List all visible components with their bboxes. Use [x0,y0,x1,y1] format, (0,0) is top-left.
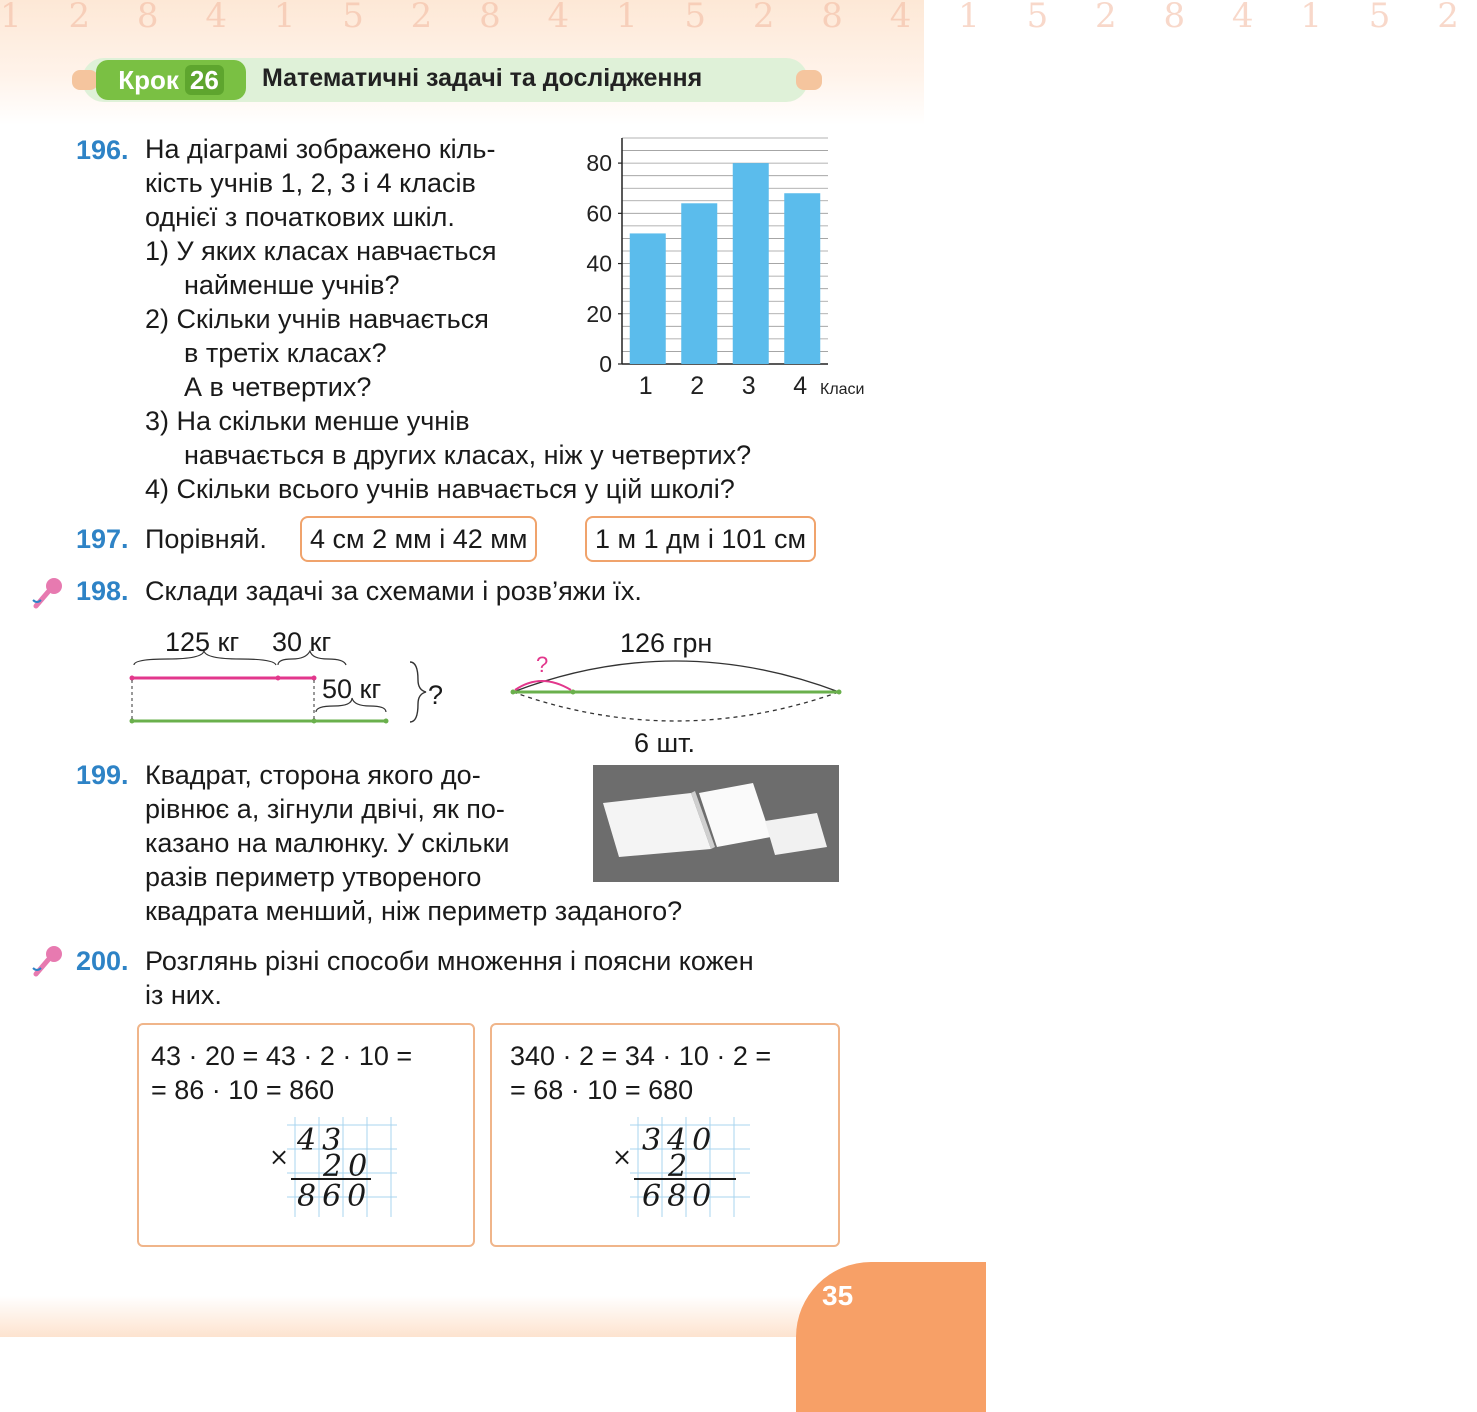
step-number: 26 [185,65,224,95]
calc-2-mid: 2 [668,1149,694,1184]
folded-paper-image [593,765,839,882]
scheme-1-label-3: 50 кг [322,674,382,704]
background-digits: 1 2 8 4 1 5 2 8 4 1 5 2 8 4 1 5 2 8 4 1 5 2 [0,0,1477,36]
calc-1-line-2: = 86 · 10 = 860 [151,1075,335,1105]
calc-1-mid: 20 [323,1149,374,1184]
chart-x-tick-label: 4 [793,372,808,400]
class-students-chart [570,130,880,400]
chart-y-tick-label: 20 [586,300,612,327]
calc-2-top: 340 [642,1123,718,1158]
chart-x-tick-label: 2 [690,372,705,400]
question-2-line-3: А в четвертих? [184,372,372,402]
task-199-line-5: квадрата менший, ніж периметр заданого? [145,896,683,926]
step-word: Крок [118,65,179,95]
question-4-line-1: 4) Скільки всього учнів навчається у цій школі? [145,474,735,504]
chart-x-tick-label: 1 [638,372,653,400]
calc-1-result: 860 [297,1179,373,1214]
question-2-line-2: в третіх класах? [184,338,387,368]
chart-x-tick-label: 3 [741,372,756,400]
compare-box-2: 1 м 1 дм і 101 см [585,516,816,562]
scheme-2-top-label: 126 грн [620,628,713,658]
task-198-text: Склади задачі за схемами і розв’яжи їх. [145,576,642,606]
question-1-line-2: найменше учнів? [184,270,400,300]
chart-y-tick-label: 60 [586,200,612,227]
task-197-number: 197. [76,524,129,554]
right-hand-icon [796,70,822,90]
chart-bar [784,193,820,364]
task-200-number: 200. [76,946,129,976]
left-hand-icon [72,70,98,90]
task-197-text: Порівняй. [145,524,267,554]
task-199-line-3: казано на малюнку. У скільки [145,828,510,858]
scheme-1-label-1: 125 кг [165,627,240,657]
question-1-line-1: 1) У яких класах навчається [145,236,497,266]
task-200-line-1: Розглянь різні способи множення і поясни кожен [145,946,754,976]
calc-2-result: 680 [642,1179,718,1214]
compare-box-1: 4 см 2 мм і 42 мм [300,516,537,562]
chart-x-axis-label: Класи [820,381,865,398]
calc-box-2 [490,1023,840,1247]
task-199-line-4: разів периметр утвореного [145,862,482,892]
scheme-2-question: ? [536,652,549,677]
page-title: Математичні задачі та дослідження [262,64,703,92]
bottom-decoration [0,1296,924,1337]
task-198-number: 198. [76,576,129,606]
chart-bar [630,233,666,364]
question-2-line-1: 2) Скільки учнів навчається [145,304,489,334]
page-number: 35 [822,1280,854,1311]
scheme-1-label-2: 30 кг [272,627,332,657]
chart-bar [733,163,769,364]
chart-y-tick-label: 40 [586,250,612,277]
microphone-icon [30,576,64,610]
question-3-line-1: 3) На скільки менше учнів [145,406,470,436]
task-196-line-1: На діаграмі зображено кіль- [145,134,496,164]
task-196-number: 196. [76,135,129,165]
task-196-line-3: однієї з початкових шкіл. [145,202,455,232]
microphone-icon [30,944,64,978]
calc-1-top: 43 [297,1123,348,1158]
task-199-line-1: Квадрат, сторона якого до- [145,760,481,790]
step-badge [96,60,246,100]
chart-y-tick-label: 0 [599,351,612,377]
chart-bar [681,203,717,364]
question-3-line-2: навчається в других класах, ніж у четвертих? [184,440,752,470]
calc-2-line-2: = 68 · 10 = 680 [510,1075,694,1105]
scheme-1-question: ? [428,680,444,710]
calc-1-sign: × [269,1143,290,1171]
calc-box-1 [137,1023,475,1247]
calc-1-line-1: 43 · 20 = 43 · 2 · 10 = [151,1041,413,1071]
chart-y-tick-label: 80 [586,150,612,177]
task-199-number: 199. [76,760,129,790]
task-200-line-2: із них. [145,980,222,1010]
calc-2-sign: × [612,1143,633,1171]
task-199-line-2: рівнює а, зігнули двічі, як по- [145,794,505,824]
task-196-line-2: кість учнів 1, 2, 3 і 4 класів [145,168,476,198]
calc-2-line-1: 340 · 2 = 34 · 10 · 2 = [510,1041,772,1071]
scheme-2-bottom-label: 6 шт. [634,728,696,758]
